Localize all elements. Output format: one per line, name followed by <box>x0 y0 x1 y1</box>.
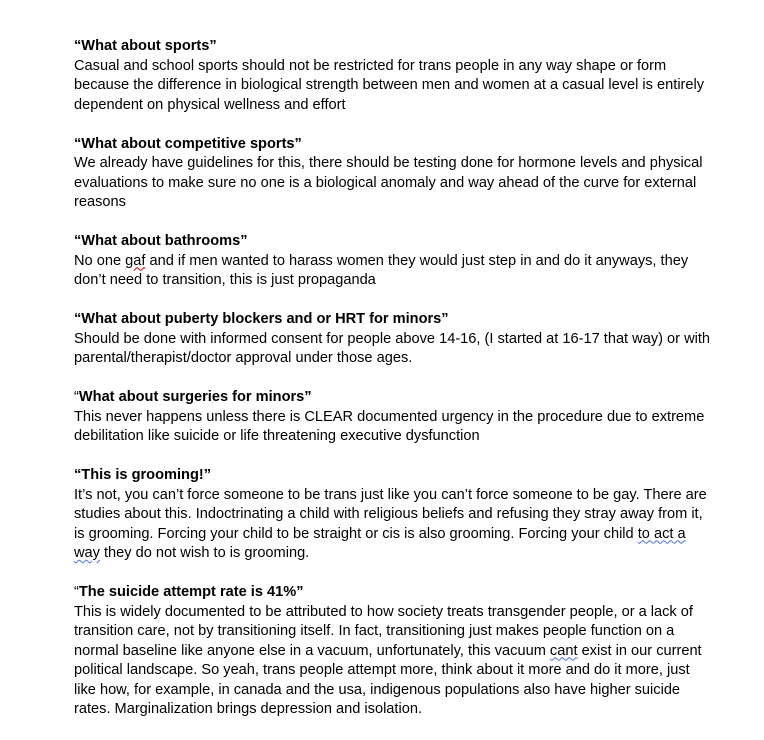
spelling-error-word[interactable]: gaf <box>125 252 146 269</box>
body-text-run: No one <box>74 252 126 269</box>
grammar-suggestion-word[interactable]: cant <box>549 642 578 659</box>
section-heading <box>74 583 714 603</box>
section-body <box>74 252 714 291</box>
heading-text: What about surgeries for minors” <box>78 389 312 405</box>
body-text-run: This is widely documented to be attributed to how society treats transgender people, or a lack of transition care, not by transitioning itself. In fact, transitioning just makes people function on a normal baseline like anyone else in a vacuum, unfortunately, this vacuum <box>74 603 693 659</box>
section-bathrooms <box>74 232 714 291</box>
section-body: We already have guidelines for this, there should be testing done for hormone levels and physical evaluations to make sure no one is a biological anomaly and way ahead of the curve for external reasons <box>74 155 703 210</box>
heading-text: The suicide attempt rate is 41%” <box>78 584 304 600</box>
section-sports <box>74 37 714 115</box>
section-surgeries <box>74 388 714 447</box>
heading-open-quote: “ <box>74 584 79 600</box>
section-heading: “What about sports” <box>74 38 217 54</box>
section-puberty-blockers <box>74 310 714 369</box>
section-body <box>74 603 714 720</box>
document-page[interactable] <box>74 37 714 739</box>
heading-open-quote: “ <box>74 389 79 405</box>
section-suicide-rate <box>74 583 714 720</box>
section-heading: “What about puberty blockers and or HRT for minors” <box>74 311 449 327</box>
body-text-run: exist in our current political landscape. So yeah, trans people attempt more, think about it more and do it more, just like how, for example, in canada and the usa, indigenous populations also have higher suicide rates. Marginalization brings depression and isolation. <box>74 642 702 717</box>
section-heading: “What about competitive sports” <box>74 135 302 152</box>
section-body: This never happens unless there is CLEAR documented urgency in the procedure due to extreme debilitation like suicide or life threatening executive dysfunction <box>74 408 705 444</box>
section-heading: “What about bathrooms” <box>74 233 248 249</box>
section-heading <box>74 388 714 408</box>
section-body <box>74 486 714 564</box>
grammar-suggestion-phrase[interactable]: to act a way <box>74 525 686 561</box>
section-heading: “This is grooming!” <box>74 467 212 483</box>
section-grooming <box>74 466 714 564</box>
body-text-run: It’s not, you can’t force someone to be trans just like you can’t force someone to be gay. There are studies about this. Indoctrinating a child with religious beliefs and refusing they stray away from it, is grooming. Forcing your child to be straight or cis is also grooming. Forcing your child <box>74 486 707 542</box>
body-text-run: and if men wanted to harass women they would just step in and do it anyways, they don’t need to transition, this is just propaganda <box>74 252 689 288</box>
section-body: Casual and school sports should not be restricted for trans people in any way shape or form because the difference in biological strength between men and women at a casual level is entirely dependent on physical wellness and effort <box>74 57 705 113</box>
section-body: Should be done with informed consent for people above 14-16, (I started at 16-17 that way) or with parental/therapist/doctor approval under those ages. <box>74 330 711 366</box>
section-competitive-sports <box>74 135 714 213</box>
body-text-run: they do not wish to is grooming. <box>99 545 310 561</box>
